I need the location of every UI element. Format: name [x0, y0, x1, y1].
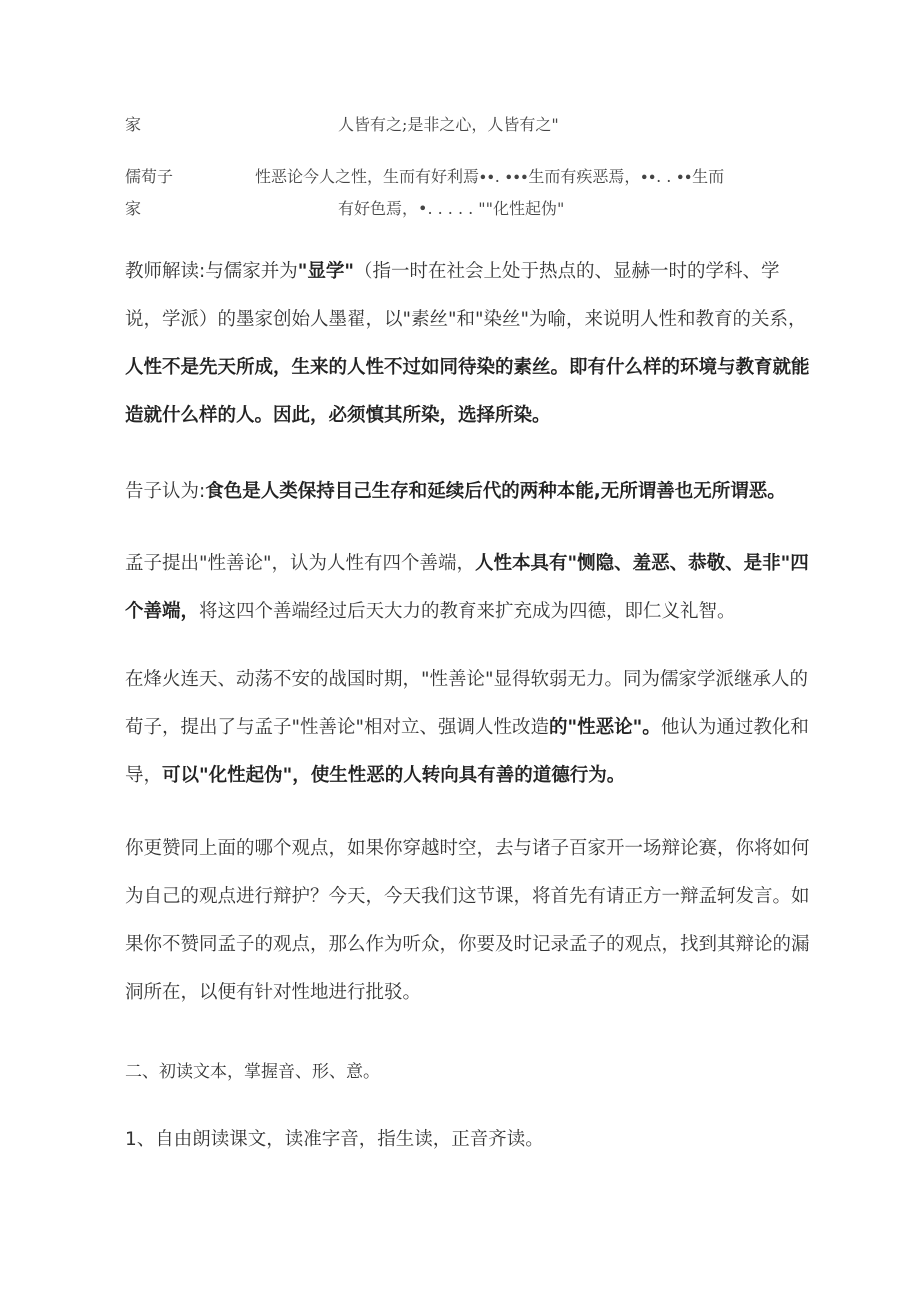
section-heading — [125, 1048, 815, 1096]
paragraph-emphasis: 人性本具有"恻隐、羞恶、恭敬、是非"四个善端， — [125, 553, 809, 622]
paragraph-text: 你更赞同上面的哪个观点，如果你穿越时空，去与诸子百家开一场辩论赛，你将如何为自己的观点进行辩护？今天，今天我们这节课，将首先有请正方一辩孟轲发言。如果你不赞同孟子的观点，那么作为听众，你要及时记录孟子的观点，找到其辩论的漏洞所在，以便有针对性地进行批驳。 — [125, 838, 810, 1003]
paragraph-xunzi — [125, 656, 815, 800]
paragraph-debate-question — [125, 825, 815, 1017]
table-cell-text: 性恶论今人之性，生而有好利焉∙∙. ∙∙∙生而有疾恶焉，∙∙. . ∙∙生而 — [255, 167, 725, 186]
paragraph-gaozi — [125, 468, 815, 516]
paragraph-mencius — [125, 540, 815, 636]
paragraph-emphasis: 人性不是先天所成，生来的人性不过如同待染的素丝。即有什么样的环境与教育就能造就什么样的人。因此，必须慎其所染，选择所染。 — [125, 357, 810, 426]
paragraph-teacher-interpretation — [125, 248, 815, 440]
step-item — [125, 1116, 815, 1164]
paragraph-text: 将这四个善端经过后天大力的教育来扩充成为四德，即仁义礼智。 — [199, 601, 736, 622]
paragraph-emphasis: 食色是人类保持目己生存和延续后代的两种本能,无所谓善也无所谓恶。 — [205, 481, 786, 502]
table-cell-school: 儒荀子 — [125, 167, 174, 186]
paragraph-text: 孟子提出"性善论"，认为人性有四个善端， — [125, 553, 476, 574]
table-cell-school: 家 — [125, 199, 142, 218]
table-cell-school: 家 — [125, 115, 142, 134]
paragraph-text: 他认为通过教化和导， — [125, 717, 809, 786]
paragraph-text: 教师解读:与儒家并为 — [125, 261, 298, 282]
section-heading-text: 二、初读文本，掌握音、形、意。 — [125, 1062, 380, 1082]
paragraph-text: （指一时在社会上处于热点的、显赫一时的学科、学说，学派）的墨家创始人墨翟，以"素丝"和"染丝"为喻，来说明人性和教育的关系， — [125, 261, 807, 330]
step-text: 1、自由朗读课文，读准字音，指生读，正音齐读。 — [125, 1129, 544, 1150]
paragraph-emphasis: "显学" — [297, 261, 355, 282]
paragraph-text: 在烽火连天、动荡不安的战国时期，"性善论"显得软弱无力。同为儒家学派继承人的荀子，提出了与孟子"性善论"相对立、强调人性改造 — [125, 669, 809, 738]
paragraph-text: 告子认为: — [125, 481, 206, 502]
paragraph-emphasis: 的"性恶论"。 — [549, 717, 661, 738]
paragraph-emphasis: 可以"化性起伪"，使生性恶的人转向具有善的道德行为。 — [162, 765, 626, 786]
table-cell-text: 人皆有之;是非之心，人皆有之" — [338, 115, 559, 134]
table-cell-text: 有好色焉，•. . . . . ""化性起伪" — [338, 199, 565, 218]
